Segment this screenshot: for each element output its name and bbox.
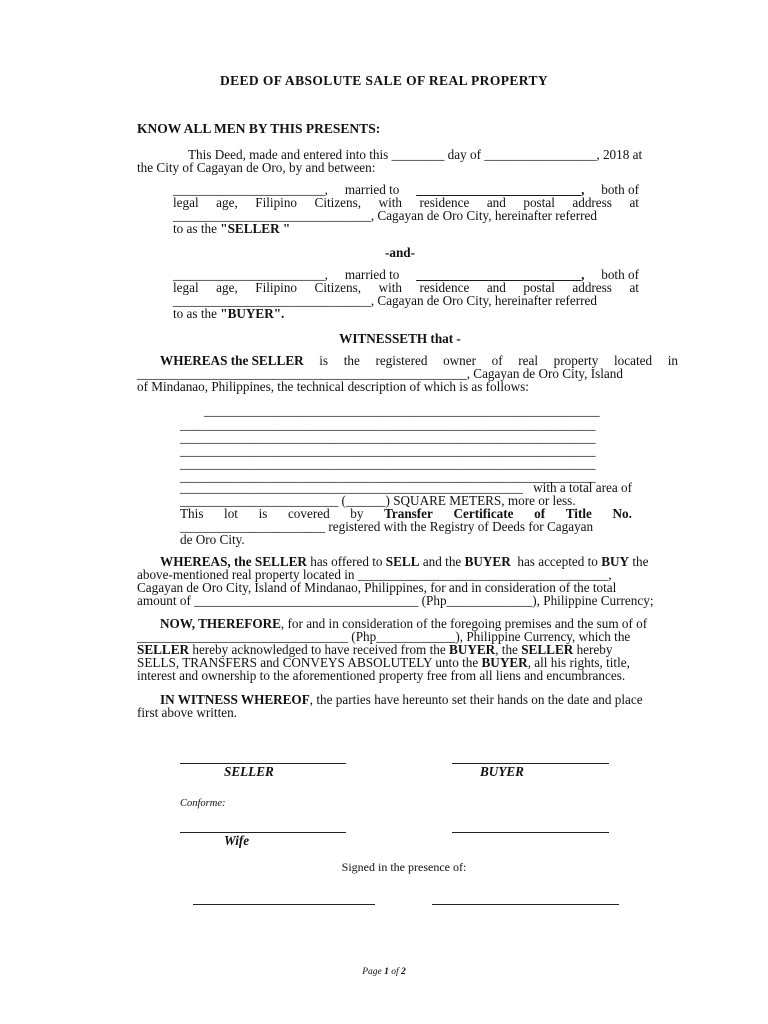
seller-name-blank: _______________________, xyxy=(173,182,328,197)
intro-heading: KNOW ALL MEN BY THIS PRESENTS: xyxy=(137,121,381,136)
word: No. xyxy=(612,506,632,521)
word: Transfer xyxy=(384,506,433,521)
text-run: WHEREAS, the SELLER xyxy=(160,554,307,569)
tech-line: _______________________________________________________________ xyxy=(180,456,596,471)
area-text: with a total area of xyxy=(533,480,632,495)
seller-signature-label: SELLER xyxy=(224,764,274,779)
word: with xyxy=(378,195,403,210)
area-blank: ____________________________________________________ xyxy=(180,480,523,495)
word: at xyxy=(629,195,639,210)
presence-text: Signed in the presence of: xyxy=(341,860,467,874)
second-conforme-signature-line[interactable] xyxy=(452,832,609,833)
tech-line: _______________________________________________________________ xyxy=(180,443,596,458)
word: of xyxy=(534,506,546,521)
tech-sqm-line: ________________________ (______) SQUARE METERS, more or less. xyxy=(180,493,576,508)
conforme-label: Conforme: xyxy=(180,798,226,809)
seller-spouse-blank: _________________________, xyxy=(416,182,585,197)
text-run: hereby xyxy=(573,642,613,657)
word: Citizens, xyxy=(314,280,362,295)
tech-line: ____________________________________________________________ xyxy=(204,403,600,418)
text-run: the xyxy=(629,554,649,569)
buyer-name-blank: _______________________, xyxy=(173,267,328,282)
word: residence xyxy=(419,280,470,295)
buyer-both-of: both of xyxy=(601,267,639,282)
seller-both-of: both of xyxy=(601,182,639,197)
word: real xyxy=(518,353,539,368)
word: Filipino xyxy=(255,195,298,210)
word: by xyxy=(350,506,364,521)
seller-line-1 xyxy=(173,183,639,197)
word: in xyxy=(667,353,678,368)
word: age, xyxy=(216,280,238,295)
tech-line: _______________________________________________________________ xyxy=(180,417,596,432)
word: Title xyxy=(565,506,592,521)
word: Certificate xyxy=(453,506,514,521)
word: at xyxy=(629,280,639,295)
footer-page-total: 2 xyxy=(401,967,406,977)
text-run: and the xyxy=(419,554,465,569)
text-run: , the parties have hereunto set their hands on the date and place xyxy=(309,692,643,707)
seller-to-as: to as the xyxy=(173,221,221,236)
tech-line: _______________________________________________________________ xyxy=(180,430,596,445)
buyer-signature-line[interactable] xyxy=(452,763,609,764)
word: address xyxy=(572,195,612,210)
word: property xyxy=(553,353,599,368)
and-separator: -and- xyxy=(384,245,416,260)
buyer-to-as: to as the xyxy=(173,306,221,321)
word: and xyxy=(486,280,506,295)
in-witness-bold: IN WITNESS WHEREOF xyxy=(160,692,310,707)
tech-line: _______________________________________________________________ xyxy=(180,469,596,484)
seller-line-4 xyxy=(173,222,290,236)
word: located xyxy=(613,353,653,368)
witness-1-signature-line[interactable] xyxy=(193,904,375,905)
word: with xyxy=(378,280,403,295)
whereas1-line-3: of Mindanao, Philippines, the technical description of which is as follows: xyxy=(137,379,529,394)
witnesseth-heading: WITNESSETH that - xyxy=(339,331,461,346)
whereas1-line-2: __________________________________________________, Cagayan de Oro City, Island xyxy=(137,366,623,381)
text-run: BUYER xyxy=(464,554,511,569)
word: postal xyxy=(523,195,555,210)
text-run: has accepted to xyxy=(510,554,602,569)
wife-signature-label: Wife xyxy=(224,833,250,848)
buyer-label-bold: "BUYER". xyxy=(220,306,285,321)
text-run: SELL xyxy=(385,554,420,569)
witness-2-signature-line[interactable] xyxy=(432,904,619,905)
footer-page-word: Page xyxy=(362,967,385,977)
text-run: BUYER xyxy=(449,642,496,657)
word: address xyxy=(572,280,612,295)
buyer-signature-label: BUYER xyxy=(480,764,524,779)
text-run: , the xyxy=(495,642,522,657)
seller-label-bold: "SELLER " xyxy=(220,221,291,236)
footer-page-number: 1 xyxy=(384,967,389,977)
whereas2-line-2: above-mentioned real property located in ______________________________________, xyxy=(137,567,612,582)
seller-line-3: ______________________________, Cagayan de Oro City, hereinafter referred xyxy=(173,208,597,223)
buyer-line-4 xyxy=(173,307,284,321)
text-run: BUYER xyxy=(481,655,528,670)
text-run: SELLS, TRANSFERS and CONVEYS ABSOLUTELY unto the xyxy=(137,655,482,670)
now-therefore-line-2: ________________________________ (Php____________), Philippine Currency, which the xyxy=(137,629,631,644)
tech-registry-line: ______________________ registered with the Registry of Deeds for Cagayan xyxy=(180,519,594,534)
word: is xyxy=(258,506,268,521)
word: Filipino xyxy=(255,280,298,295)
buyer-line-3: ______________________________, Cagayan de Oro City, hereinafter referred xyxy=(173,293,597,308)
word: owner xyxy=(443,353,477,368)
now-therefore-bold: NOW, THEREFORE xyxy=(160,616,281,631)
word: residence xyxy=(419,195,470,210)
word: Citizens, xyxy=(314,195,362,210)
opening-line-1: This Deed, made and entered into this ________ day of _________________, 2018 at xyxy=(188,147,643,162)
in-witness-line-2: first above written. xyxy=(137,705,237,720)
whereas-seller-bold: WHEREAS the SELLER xyxy=(160,353,304,368)
text-run: hereby acknowledged to have received from the xyxy=(189,642,450,657)
now-therefore-line-5: interest and ownership to the aforementioned property free from all liens and encumbrances. xyxy=(137,668,626,683)
word: of xyxy=(491,353,503,368)
word: legal xyxy=(173,280,199,295)
word: and xyxy=(486,195,506,210)
word: registered xyxy=(375,353,428,368)
word: the xyxy=(343,353,360,368)
whereas2-line-3: Cagayan de Oro City, Island of Mindanao, Philippines, for and in consideration of the total xyxy=(137,580,617,595)
word: legal xyxy=(173,195,199,210)
seller-married-to: married to xyxy=(344,182,400,197)
tech-city-line: de Oro City. xyxy=(180,532,245,547)
word: This xyxy=(180,506,204,521)
buyer-spouse-blank: _________________________, xyxy=(416,267,585,282)
word: is xyxy=(319,353,329,368)
whereas2-line-4: amount of __________________________________ (Php_____________), Philippine Currency; xyxy=(137,593,654,608)
page-footer xyxy=(0,965,768,979)
wife-signature-line[interactable] xyxy=(180,832,346,833)
text-run: , all his rights, title, xyxy=(527,655,630,670)
opening-line-2: the City of Cagayan de Oro, by and between: xyxy=(137,160,376,175)
document-title: DEED OF ABSOLUTE SALE OF REAL PROPERTY xyxy=(219,73,549,88)
word: age, xyxy=(216,195,238,210)
word: lot xyxy=(224,506,238,521)
text-run: has offered to xyxy=(306,554,386,569)
text-run: BUY xyxy=(601,554,630,569)
text-run: SELLER xyxy=(137,642,190,657)
footer-of-word: of xyxy=(388,967,402,977)
buyer-married-to: married to xyxy=(344,267,400,282)
word: covered xyxy=(287,506,330,521)
buyer-line-1 xyxy=(173,268,639,282)
text-run: SELLER xyxy=(521,642,574,657)
word: postal xyxy=(523,280,555,295)
text-run: , for and in consideration of the foregoing premises and the sum of of xyxy=(280,616,648,631)
